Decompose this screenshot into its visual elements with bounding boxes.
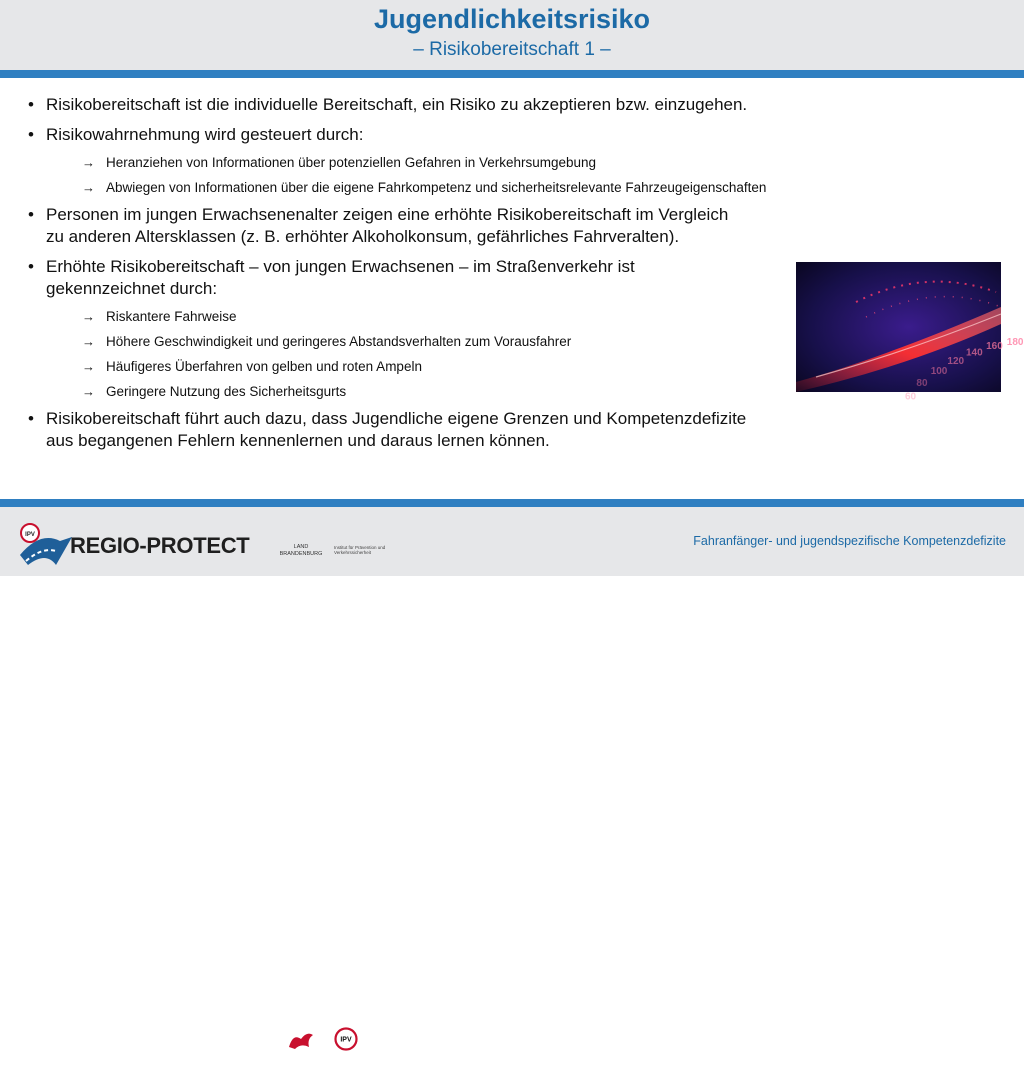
sub-item: [46, 304, 848, 329]
sub-list: [46, 150, 848, 200]
bullet-text: Personen im jungen Erwachsenenalter zeigen eine erhöhte Risikobereitschaft im Vergleich: [46, 205, 729, 224]
sub-item-text: Abwiegen von Informationen über die eigene Fahrkompetenz und sicherheitsrelevante Fahrzeugeigenschaften: [106, 180, 767, 195]
sub-item: [46, 150, 848, 175]
speedo-number: 160: [986, 341, 1003, 353]
bullet-text: aus begangenen Fehlern kennenlernen und daraus lernen können.: [46, 431, 550, 450]
speedo-number: 140: [966, 347, 983, 359]
arrow-right-icon: →: [82, 384, 95, 399]
arrow-right-icon: →: [82, 155, 95, 170]
regio-protect-logo: [16, 521, 76, 569]
slide-subtitle: – Risikobereitschaft 1 –: [413, 39, 611, 60]
bullet-item: [28, 124, 848, 200]
speedo-number: 100: [930, 366, 948, 378]
arrow-right-icon: →: [82, 334, 95, 349]
eagle-icon: [283, 1029, 321, 1051]
regio-protect-wordmark: REGIO-PROTECT: [70, 533, 250, 558]
bullet-text: Risikowahrnehmung wird gesteuert durch:: [46, 125, 364, 144]
arrow-right-icon: →: [82, 309, 95, 324]
bullet-item: [28, 94, 848, 116]
sub-item: [46, 354, 848, 379]
sub-list: [46, 304, 848, 404]
logo-badge-text: IPV: [25, 532, 35, 538]
brandenburg-eagle-logo: [283, 1029, 321, 1067]
ipv-badge-text: IPV: [340, 1036, 352, 1044]
speedo-number: 120: [947, 355, 965, 367]
sub-item-text: Geringere Nutzung des Sicherheitsgurts: [106, 384, 347, 399]
sub-item-text: Häufigeres Überfahren von gelben und roten Ampeln: [106, 359, 422, 374]
slide-content: [28, 94, 848, 460]
sub-item-text: Höhere Geschwindigkeit und geringeres Abstandsverhalten zum Vorausfahrer: [106, 334, 572, 349]
slide-header: [0, 0, 1024, 70]
speedometer-image: [796, 262, 1024, 403]
arrow-right-icon: →: [82, 180, 95, 195]
bullet-text: Erhöhte Risikobereitschaft – von jungen Erwachsenen – im Straßenverkehr ist: [46, 257, 635, 276]
sub-item: [46, 379, 848, 404]
bullet-text: zu anderen Altersklassen (z. B. erhöhter Alkoholkonsum, gefährliches Fahrveralten).: [46, 227, 680, 246]
brandenburg-line1: LAND: [293, 544, 309, 550]
brandenburg-label: [273, 544, 329, 557]
speedo-number: 180: [1006, 337, 1024, 349]
speedometer-graphic: [796, 262, 1024, 403]
footer-topic-label: Fahranfänger- und jugendspezifische Kompetenzdefizite: [693, 534, 1006, 548]
bullet-item: [28, 204, 848, 248]
bullet-text: Risikobereitschaft ist die individuelle Bereitschaft, ein Risiko zu akzeptieren bzw. einzugehen.: [46, 95, 748, 114]
bullet-text: Risikobereitschaft führt auch dazu, dass Jugendliche eigene Grenzen und Kompetenzdefizite: [46, 409, 747, 428]
speedo-number: 80: [916, 378, 928, 390]
sub-item: [46, 175, 848, 200]
brandenburg-line2: BRANDENBURG: [279, 550, 323, 557]
sub-item: [46, 329, 848, 354]
footer-divider: [0, 499, 1024, 507]
bullet-item: [28, 256, 848, 404]
arrow-right-icon: →: [82, 359, 95, 374]
sub-item-text: Heranziehen von Informationen über potenziellen Gefahren in Verkehrsumgebung: [106, 155, 597, 170]
bullet-item: [28, 408, 848, 452]
ipv-description: Institut für Prävention und Verkehrssicherheit: [334, 545, 386, 555]
sub-item-text: Riskantere Fahrweise: [106, 309, 237, 324]
bullet-text: gekennzeichnet durch:: [46, 279, 218, 298]
header-divider: [0, 70, 1024, 78]
ipv-logo: [334, 1027, 358, 1051]
slide-title: Jugendlichkeitsrisiko: [373, 4, 651, 34]
speedo-number: 60: [905, 391, 917, 403]
